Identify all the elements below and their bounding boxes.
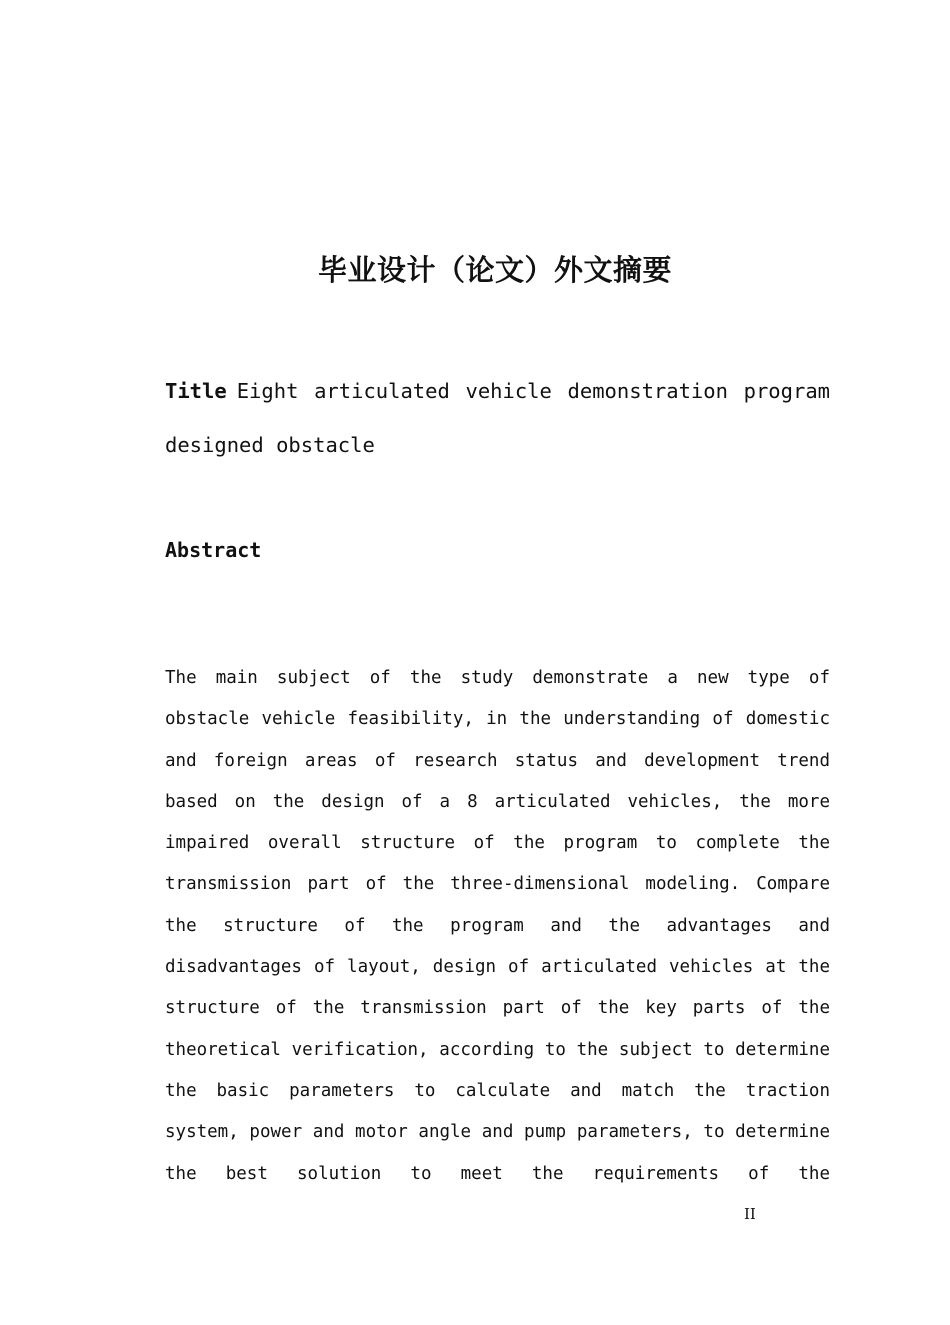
thesis-title-block <box>165 364 830 472</box>
abstract-heading: Abstract <box>165 538 262 562</box>
abstract-body: The main subject of the study demonstrate a new type of obstacle vehicle feasibility, in the understanding of domestic and foreign areas of research status and development trend based on the design of a 8 articulated vehicles, the more impaired overall structure of the program to complete the transmission part of the three-dimensional modeling. Compare the structure of the program and the advantages and disadvantages of layout, design of articulated vehicles at the structure of the transmission part of the key parts of the theoretical verification, according to the subject to determine the basic parameters to calculate and match the traction system, power and motor angle and pump parameters, to determine the best solution to meet the requirements of the <box>165 668 830 1184</box>
page-number: II <box>744 1205 756 1223</box>
title-label: Title <box>165 379 227 403</box>
thesis-title-text: Eight articulated vehicle demonstration program designed obstacle <box>165 379 830 457</box>
page-title: 毕业设计（论文）外文摘要 <box>317 253 672 287</box>
